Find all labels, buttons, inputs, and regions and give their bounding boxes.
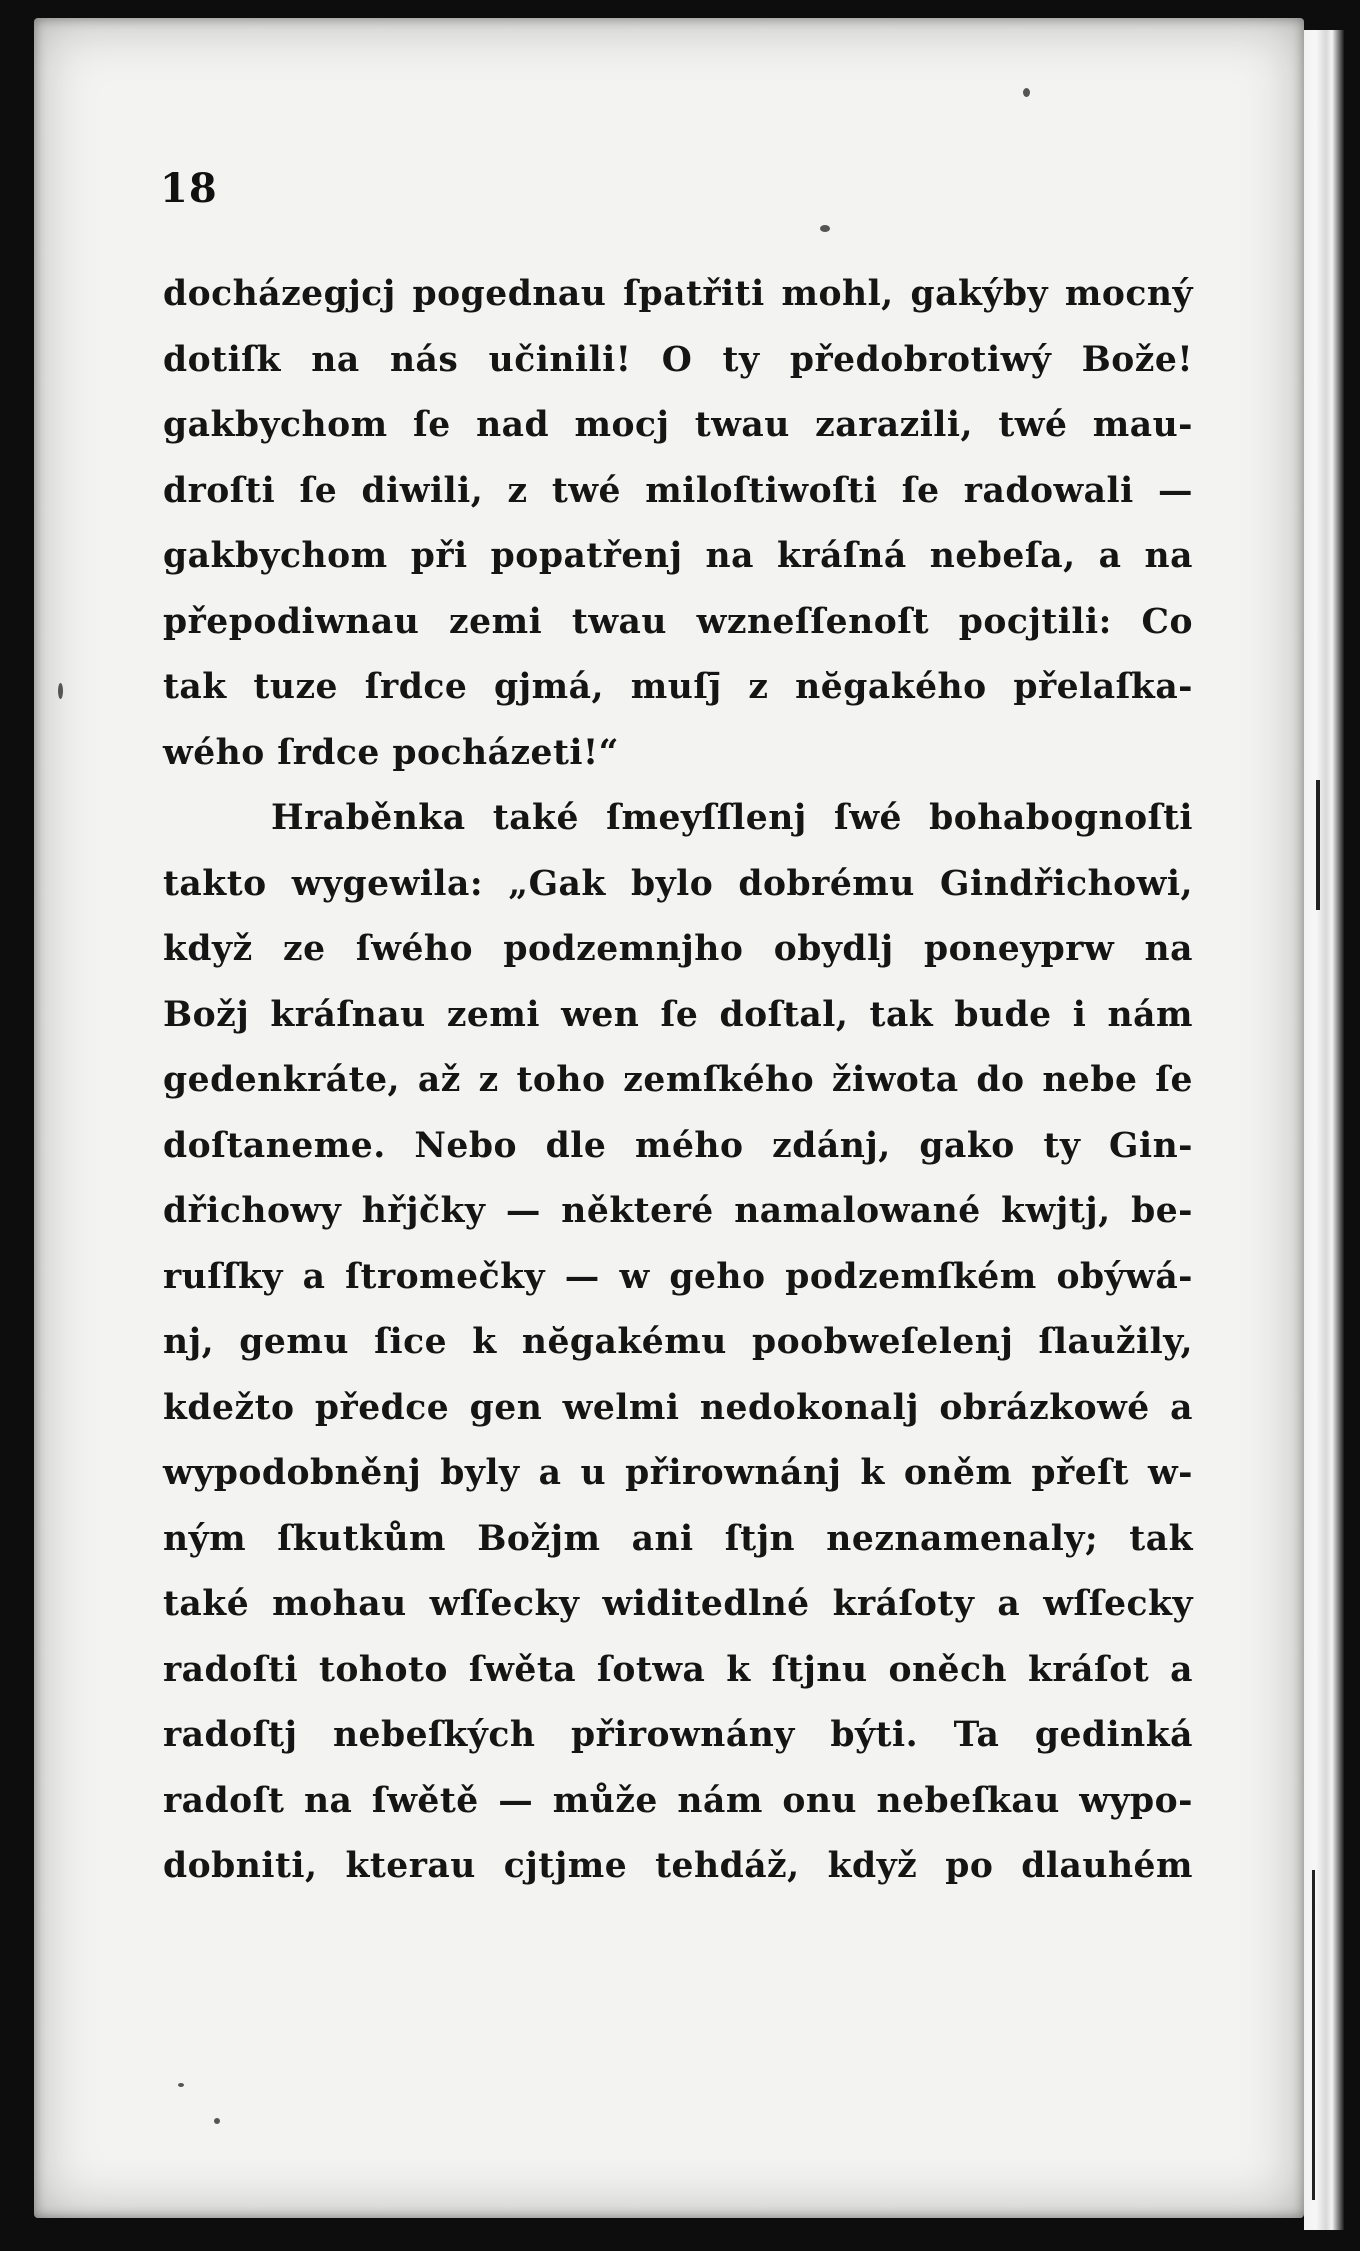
- text-line: ným ſkutkům Božjm ani ſtjn neznamenaly; tak: [163, 1518, 1193, 1559]
- text-line: docházegjcj pogednau ſpatřiti mohl, gakýby mocný: [163, 274, 1193, 314]
- text-line: wého ſrdce pocházeti!“: [163, 732, 620, 773]
- page-edge-shadow: [1316, 780, 1320, 910]
- text-line: gakbychom ſe nad mocj twau zarazili, twé mau-: [163, 405, 1193, 445]
- text-line: také mohau wſſecky widitedlné kráſoty a wſſecky: [163, 1584, 1193, 1624]
- text-line: gedenkráte, až z toho zemſkého žiwota do nebe ſe: [163, 1060, 1193, 1100]
- text-line: kdežto předce gen welmi nedokonalj obrázkowé a: [163, 1387, 1193, 1428]
- text-line: radoſti tohoto ſwěta ſotwa k ſtjnu oněch kráſot a: [163, 1649, 1193, 1690]
- body-text: [163, 262, 1193, 1900]
- ink-speck: [1023, 88, 1030, 97]
- text-line: dobniti, kterau cjtjme tehdáž, když po dlauhém: [163, 1846, 1193, 1886]
- text-line: když ze ſwého podzemnjho obydlj poneyprw na: [163, 929, 1193, 969]
- ink-speck: [178, 2083, 184, 2087]
- page-edge: [1304, 30, 1344, 2230]
- text-line: wypodobněnj byly a u přirownánj k oněm přeſt w-: [163, 1453, 1193, 1493]
- text-line: droſti ſe diwili, z twé miloſtiwoſti ſe radowali —: [163, 470, 1193, 511]
- text-line: tak tuze ſrdce gjmá, muſj̄ z nĕgakého přelaſka-: [163, 667, 1193, 707]
- page-edge-shadow: [1312, 1870, 1315, 2200]
- text-line: nj, gemu ſice k nĕgakému poobweſelenj ſlaužily,: [163, 1322, 1193, 1362]
- text-line: gakbychom při popatřenj na kráſná nebeſa, a na: [163, 536, 1193, 576]
- text-line: doſtaneme. Nebo dle mého zdánj, gako ty Gin-: [163, 1125, 1193, 1166]
- text-line: takto wygewila: „Gak bylo dobrému Gindřichowi,: [163, 863, 1193, 904]
- text-line: dřichowy hřjčky — některé namalowané kwjtj, be-: [163, 1191, 1193, 1231]
- text-line: radoſtj nebeſkých přirownány býti. Ta gedinká: [163, 1715, 1193, 1755]
- text-line: ruſſky a ſtromečky — w geho podzemſkém obýwá-: [163, 1256, 1193, 1297]
- text-line: Božj kráſnau zemi wen ſe doſtal, tak bude i nám: [163, 994, 1193, 1035]
- text-line: Hraběnka také ſmeyſſlenj ſwé bohabognoſti: [271, 798, 1193, 838]
- text-line: dotiſk na nás učinili! O ty předobrotiwý Bože!: [163, 339, 1193, 380]
- page-number: 18: [160, 165, 218, 212]
- ink-speck: [214, 2118, 220, 2124]
- ink-speck: [58, 683, 63, 699]
- text-line: radoſt na ſwětě — může nám onu nebeſkau wypo-: [163, 1780, 1193, 1821]
- text-line: přepodiwnau zemi twau wzneſſenoſt pocjtili: Co: [163, 601, 1193, 642]
- ink-speck: [820, 225, 830, 232]
